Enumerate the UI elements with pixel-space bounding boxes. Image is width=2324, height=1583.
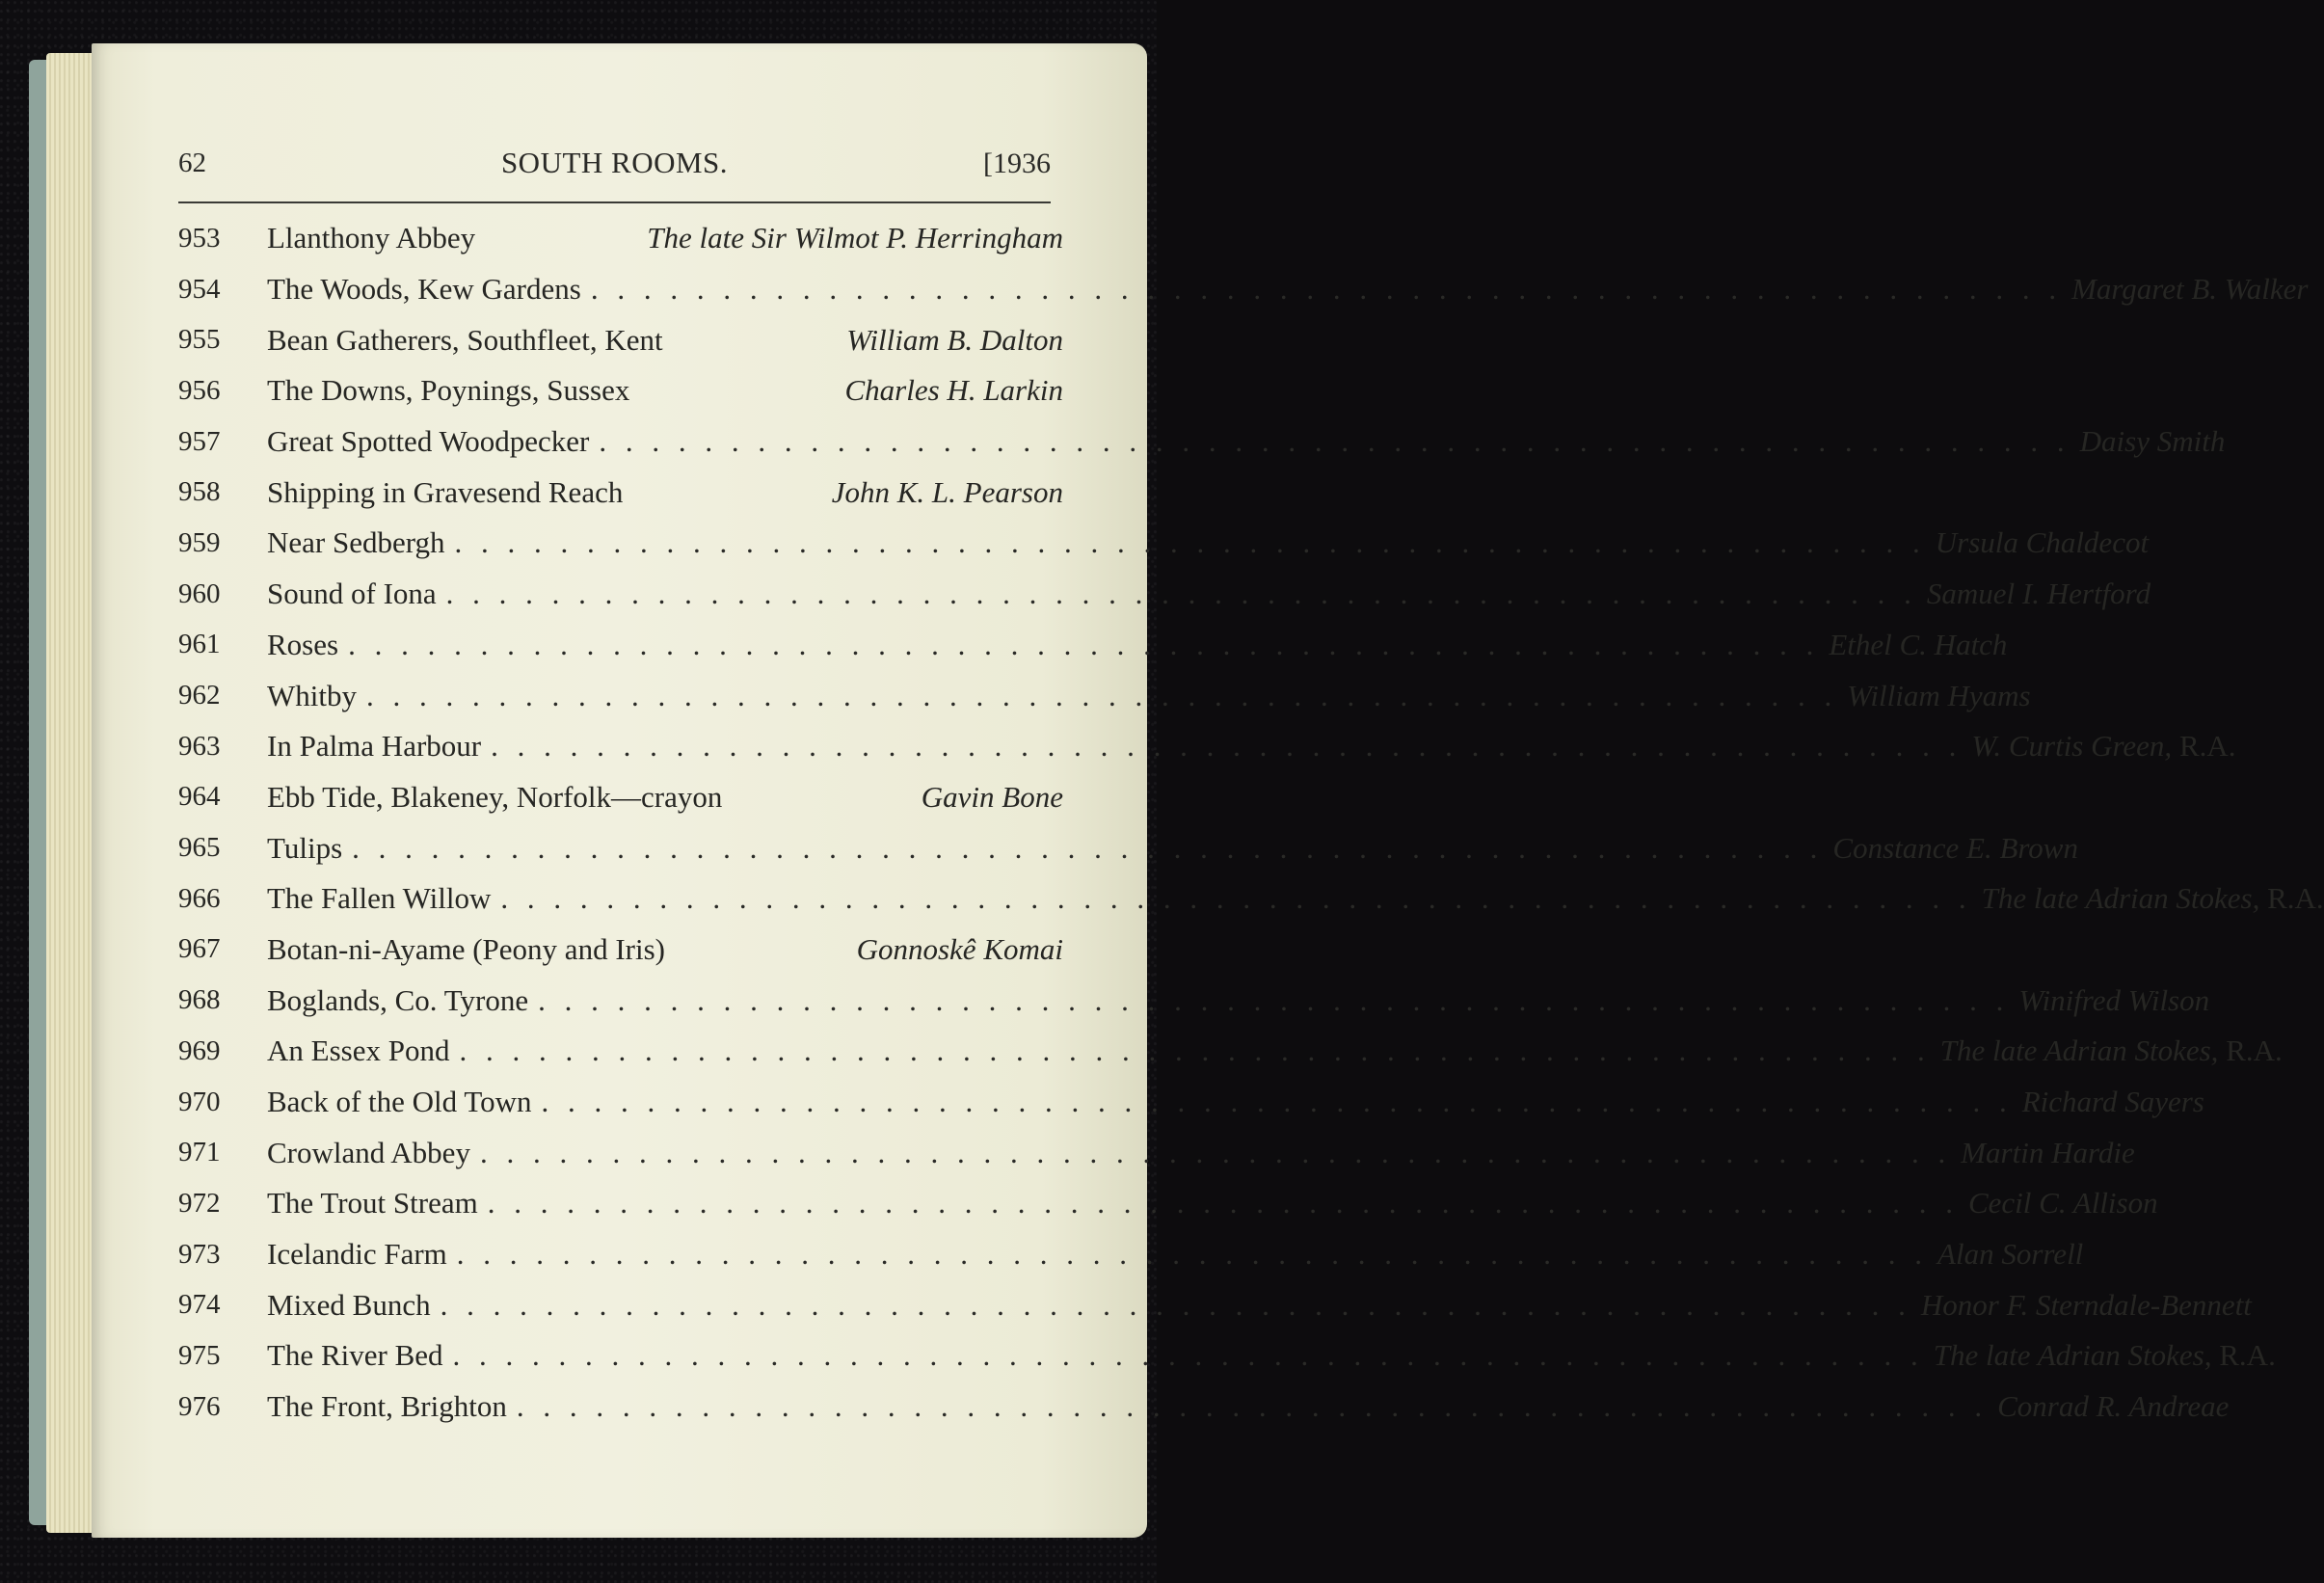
catalogue-entry — [178, 314, 1063, 365]
dot-leader — [446, 577, 1917, 611]
entry-title: Boglands, Co. Tyrone — [267, 982, 529, 1017]
entry-number: 962 — [178, 680, 221, 711]
catalogue-entry — [178, 1026, 2283, 1077]
dot-leader — [491, 729, 1962, 764]
entry-number: 959 — [178, 526, 221, 558]
dot-leader — [348, 628, 1819, 662]
page-header — [178, 140, 1051, 186]
dot-leader — [542, 1085, 2013, 1119]
entry-artist — [1829, 628, 2007, 662]
dot-leader — [517, 1389, 1988, 1424]
entry-number: 961 — [178, 629, 221, 660]
entry-artist — [832, 475, 1063, 510]
entry-number: 969 — [178, 1034, 221, 1066]
catalogue-entry — [178, 518, 2150, 569]
dot-leader — [352, 831, 1823, 866]
artist-name: William B. Dalton — [846, 322, 1063, 357]
artist-name: The late Sir Wilmot P. Herringham — [647, 221, 1063, 255]
entry-artist — [1961, 1136, 2135, 1170]
entry-artist — [1971, 729, 2235, 764]
entry-number: 971 — [178, 1137, 221, 1168]
artist-name: Samuel I. Hertford — [1926, 577, 2151, 611]
entry-title: Llanthony Abbey — [267, 221, 476, 255]
artist-name: Conrad R. Andreae — [1997, 1389, 2230, 1424]
entry-title: Mixed Bunch — [267, 1287, 431, 1322]
running-title: SOUTH ROOMS. — [500, 146, 729, 179]
entry-artist — [2080, 424, 2226, 459]
entry-title: Icelandic Farm — [267, 1237, 447, 1272]
entry-artist — [647, 221, 1063, 255]
artist-name: Honor F. Sterndale-Bennett — [1920, 1287, 2252, 1322]
entry-number: 974 — [178, 1289, 221, 1321]
artist-name: Ursula Chaldecot — [1935, 525, 2150, 560]
artist-name: William Hyams — [1847, 678, 2031, 712]
dot-leader — [488, 1186, 1959, 1221]
entry-title: Sound of Iona — [267, 577, 437, 611]
dot-leader — [457, 1237, 1928, 1272]
catalogue-entry — [178, 1330, 2276, 1382]
artist-name: Alan Sorrell — [1937, 1237, 2084, 1272]
dot-leader — [441, 1288, 1911, 1323]
entry-artist — [1982, 881, 2324, 916]
header-rule — [178, 201, 1051, 203]
entry-title: Tulips — [267, 830, 343, 865]
artist-name: Cecil C. Allison — [1967, 1186, 2158, 1221]
entry-title: Roses — [267, 627, 339, 661]
entry-title: In Palma Harbour — [267, 729, 482, 764]
artist-suffix: R.A. — [2259, 881, 2324, 916]
catalogue-entry — [178, 1279, 2252, 1330]
entry-artist — [2071, 272, 2308, 307]
entry-title: Botan-ni-Ayame (Peony and Iris) — [267, 931, 665, 966]
entry-artist — [1832, 831, 2078, 866]
dot-leader — [459, 1033, 1930, 1068]
catalogue-entry — [178, 467, 1063, 518]
dot-leader — [480, 1136, 1951, 1170]
page-number: 62 — [178, 148, 206, 178]
entry-title: Great Spotted Woodpecker — [267, 424, 590, 459]
catalogue-entry — [178, 569, 2151, 620]
artist-name: Constance E. Brown — [1832, 830, 2078, 865]
artist-name: Martin Hardie — [1961, 1135, 2135, 1169]
catalogue-entry — [178, 1077, 2204, 1128]
catalogue-entry — [178, 264, 2309, 315]
dot-leader — [591, 272, 2062, 307]
artist-suffix: R.A. — [2172, 729, 2236, 764]
entry-artist — [1997, 1389, 2229, 1424]
entry-number: 958 — [178, 476, 221, 508]
entry-number: 954 — [178, 273, 221, 305]
entry-number: 972 — [178, 1187, 221, 1219]
entry-title: The Fallen Willow — [267, 881, 492, 916]
entry-number: 964 — [178, 781, 221, 813]
artist-name: Margaret B. Walker — [2071, 272, 2309, 307]
entry-artist — [1921, 1288, 2252, 1323]
artist-name: Ethel C. Hatch — [1829, 627, 2008, 661]
catalogue-entry — [178, 213, 1063, 264]
entry-number: 970 — [178, 1086, 221, 1117]
entry-title: Shipping in Gravesend Reach — [267, 474, 624, 509]
dot-leader — [453, 1338, 1924, 1373]
entry-title: The Trout Stream — [267, 1186, 478, 1221]
entry-number: 956 — [178, 374, 221, 406]
artist-suffix: R.A. — [2211, 1338, 2276, 1373]
entry-title: The Woods, Kew Gardens — [267, 272, 581, 307]
entry-title: Bean Gatherers, Southfleet, Kent — [267, 322, 663, 357]
entry-title: An Essex Pond — [267, 1033, 450, 1068]
dot-leader — [500, 881, 1971, 916]
entry-title: Near Sedbergh — [267, 525, 445, 560]
entry-title: Ebb Tide, Blakeney, Norfolk—crayon — [267, 779, 723, 814]
artist-name: Winifred Wilson — [2018, 982, 2210, 1017]
entry-number: 953 — [178, 222, 221, 254]
artist-name: Gavin Bone — [921, 779, 1063, 814]
entry-artist — [1968, 1186, 2158, 1221]
entry-number: 957 — [178, 425, 221, 457]
artist-suffix: R.A. — [2218, 1033, 2283, 1068]
entry-artist — [1936, 525, 2149, 560]
entry-artist — [1847, 679, 2030, 713]
artist-name: Charles H. Larkin — [844, 373, 1063, 408]
entry-number: 960 — [178, 577, 221, 609]
entry-number: 973 — [178, 1238, 221, 1270]
artist-name: Daisy Smith — [2079, 424, 2226, 459]
artist-name: John K. L. Pearson — [831, 474, 1063, 509]
catalogue-entry — [178, 925, 1063, 976]
catalogue-entry — [178, 721, 2236, 772]
entry-number: 976 — [178, 1390, 221, 1422]
entry-number: 967 — [178, 933, 221, 965]
catalogue-entry — [178, 416, 2226, 468]
artist-name: Gonnoskê Komai — [856, 931, 1063, 966]
artist-name: W. Curtis Green, — [1971, 729, 2173, 764]
artist-name: The late Adrian Stokes, — [1933, 1338, 2212, 1373]
catalogue-entry — [178, 822, 2078, 873]
catalogue-entry — [178, 620, 2008, 671]
catalogue-entry — [178, 873, 2324, 925]
entry-number: 975 — [178, 1339, 221, 1371]
entry-artist — [846, 323, 1063, 358]
entry-artist — [1927, 577, 2150, 611]
catalogue-entry — [178, 1382, 2230, 1433]
entry-number: 968 — [178, 984, 221, 1016]
catalogue-entry — [178, 670, 2031, 721]
entry-artist — [1934, 1338, 2276, 1373]
catalogue-list — [178, 213, 2324, 1433]
entry-artist — [1937, 1237, 2083, 1272]
entry-number: 955 — [178, 324, 221, 356]
catalogue-entry — [178, 975, 2210, 1026]
entry-title: The River Bed — [267, 1338, 443, 1373]
catalogue-entry — [178, 772, 1063, 823]
catalogue-entry — [178, 365, 1063, 416]
entry-title: Back of the Old Town — [267, 1085, 532, 1119]
entry-number: 966 — [178, 882, 221, 914]
entry-title: The Front, Brighton — [267, 1389, 507, 1424]
entry-title: Whitby — [267, 678, 357, 712]
artist-name: The late Adrian Stokes, — [1981, 881, 2260, 916]
entry-artist — [2018, 983, 2209, 1018]
artist-name: Richard Sayers — [2021, 1085, 2204, 1119]
entry-artist — [2022, 1085, 2204, 1119]
entry-number: 963 — [178, 730, 221, 762]
entry-number: 965 — [178, 832, 221, 864]
catalogue-page — [92, 43, 2324, 1538]
dot-leader — [538, 983, 2009, 1018]
year-label: [1936 — [983, 148, 1051, 179]
entry-title: Crowland Abbey — [267, 1135, 470, 1169]
artist-name: The late Adrian Stokes, — [1939, 1033, 2219, 1068]
dot-leader — [366, 679, 1837, 713]
entry-artist — [845, 373, 1064, 408]
entry-title: The Downs, Poynings, Sussex — [267, 373, 630, 408]
catalogue-entry — [178, 1178, 2158, 1229]
catalogue-entry — [178, 1229, 2084, 1280]
catalogue-entry — [178, 1127, 2135, 1178]
entry-artist — [1940, 1033, 2283, 1068]
entry-artist — [922, 780, 1063, 815]
entry-artist — [857, 932, 1063, 967]
dot-leader — [455, 525, 1926, 560]
dot-leader — [599, 424, 2070, 459]
